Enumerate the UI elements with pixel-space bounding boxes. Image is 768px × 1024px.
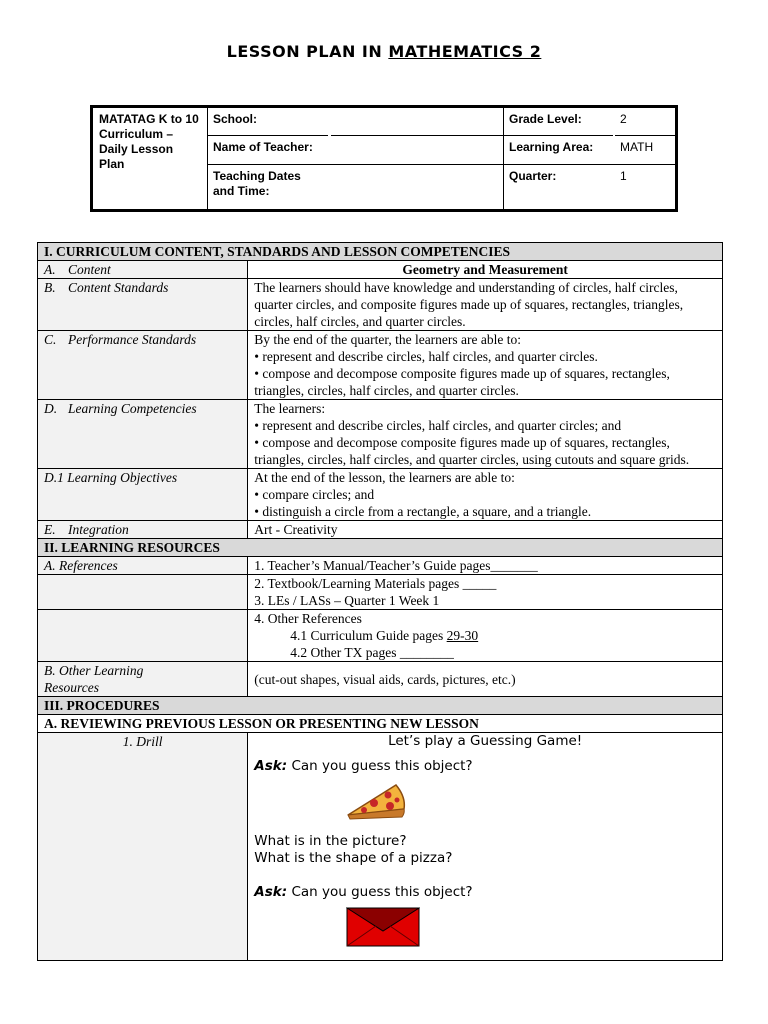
performance-standards-row — [38, 331, 723, 400]
pizza-slice-icon — [344, 779, 716, 823]
empty-label-cell — [38, 610, 248, 662]
section1-heading: I. CURRICULUM CONTENT, STANDARDS AND LESSON COMPETENCIES — [38, 243, 723, 261]
learning-area-value: MATH — [620, 140, 654, 154]
quarter-label: Quarter: — [509, 169, 557, 183]
grade-level-label: Grade Level: — [509, 112, 582, 126]
section-header-row — [38, 539, 723, 557]
other-learning-resources-value: (cut-out shapes, visual aids, cards, pictures, etc.) — [248, 662, 723, 697]
header-rule — [208, 164, 503, 165]
ask-line-2: Ask: Can you guess this object? — [254, 884, 473, 900]
lc-bullet: • compose and decompose composite figures made up of squares, rectangles, triangles, circles, half circles, and quarter circles, using cutouts and square grids. — [254, 435, 690, 467]
section3-heading: III. PROCEDURES — [38, 697, 723, 715]
subsection-header-row — [38, 715, 723, 733]
lo-bullet: • compare circles; and — [254, 487, 375, 502]
curriculum-guide-pages: 29-30 — [446, 628, 479, 643]
section2-heading: II. LEARNING RESOURCES — [38, 539, 723, 557]
question-1: What is in the picture? — [254, 833, 407, 849]
reference-2: 2. Textbook/Learning Materials pages _____ — [254, 576, 497, 591]
header-rule — [503, 135, 613, 136]
content-label-cell: A. Content — [38, 261, 248, 279]
question-2: What is the shape of a pizza? — [254, 850, 453, 866]
page-title — [0, 42, 768, 61]
drill-row — [38, 733, 723, 961]
performance-standards-value — [248, 331, 723, 400]
header-rule — [503, 164, 675, 165]
other-references — [248, 610, 723, 662]
content-row — [38, 261, 723, 279]
content-standards-label-cell: B. Content Standards — [38, 279, 248, 331]
quarter-value: 1 — [620, 169, 627, 183]
learning-competencies-value — [248, 400, 723, 469]
title-subject: MATHEMATICS 2 — [388, 42, 542, 61]
teacher-label: Name of Teacher: — [213, 140, 313, 154]
reference-3: 3. LEs / LASs – Quarter 1 Week 1 — [254, 593, 440, 608]
references-2-3 — [248, 575, 723, 610]
header-rule — [208, 135, 328, 136]
integration-row — [38, 521, 723, 539]
lc-bullet: • represent and describe circles, half circles, and quarter circles; and — [254, 418, 622, 433]
performance-standards-label-cell: C. Performance Standards — [38, 331, 248, 400]
grade-level-value: 2 — [620, 112, 627, 126]
integration-value: Art - Creativity — [248, 521, 723, 539]
lo-intro: At the end of the lesson, the learners are able to: — [254, 470, 515, 485]
drill-content — [248, 733, 723, 961]
content-standards-row — [38, 279, 723, 331]
section-header-row — [38, 697, 723, 715]
ask-line-1: Ask: Can you guess this object? — [254, 758, 473, 774]
lesson-table — [37, 242, 723, 961]
header-divider — [503, 108, 504, 209]
empty-label-cell — [38, 575, 248, 610]
header-rule — [615, 135, 675, 136]
references-row — [38, 610, 723, 662]
dates-label: Teaching Dates and Time: — [213, 169, 301, 198]
content-standards-value: The learners should have knowledge and understanding of circles, half circles, quarter circles, and composite figures made up of squares, rectangles, triangles, circles, half circles, and quarter circles. — [248, 279, 723, 331]
lesson-header-box — [90, 105, 678, 212]
lo-bullet: • distinguish a circle from a rectangle, a square, and a triangle. — [254, 504, 592, 519]
references-row — [38, 557, 723, 575]
ps-bullet: • compose and decompose composite figures made up of squares, rectangles, triangles, circles, half circles, and quarter circles. — [254, 366, 670, 398]
learning-objectives-row — [38, 469, 723, 521]
learning-objectives-label: D.1 Learning Objectives — [38, 469, 248, 521]
envelope-icon — [346, 907, 716, 952]
pizza-slice-graphic — [344, 779, 408, 823]
reference-4: 4. Other References — [254, 611, 362, 626]
references-row — [38, 575, 723, 610]
learning-area-label: Learning Area: — [509, 140, 594, 154]
school-label: School: — [213, 112, 257, 126]
header-rule — [331, 135, 503, 136]
learning-competencies-label-cell: D. Learning Competencies — [38, 400, 248, 469]
lc-intro: The learners: — [254, 401, 326, 416]
learning-competencies-row — [38, 400, 723, 469]
section-header-row — [38, 243, 723, 261]
reference-4-1: 4.1 Curriculum Guide pages 29-30 — [290, 628, 479, 643]
integration-label-cell: E. Integration — [38, 521, 248, 539]
reference-4-2: 4.2 Other TX pages ________ — [290, 645, 454, 660]
learning-objectives-value — [248, 469, 723, 521]
title-prefix: LESSON PLAN IN — [226, 42, 389, 61]
other-learning-resources-row — [38, 662, 723, 697]
drill-label: 1. Drill — [38, 733, 248, 961]
content-value: Geometry and Measurement — [248, 261, 723, 279]
ps-bullet: • represent and describe circles, half circles, and quarter circles. — [254, 349, 598, 364]
guessing-game-text: Let’s play a Guessing Game! — [388, 733, 583, 749]
reference-1: 1. Teacher’s Manual/Teacher’s Guide pages_______ — [248, 557, 723, 575]
envelope-graphic — [346, 907, 420, 947]
other-learning-resources-label: B. Other Learning Resources — [38, 662, 248, 697]
ps-intro: By the end of the quarter, the learners are able to: — [254, 332, 522, 347]
curriculum-label: MATATAG K to 10 Curriculum – Daily Lesson Plan — [93, 108, 208, 209]
reviewing-heading: A. REVIEWING PREVIOUS LESSON OR PRESENTING NEW LESSON — [38, 715, 723, 733]
references-label: A. References — [38, 557, 248, 575]
